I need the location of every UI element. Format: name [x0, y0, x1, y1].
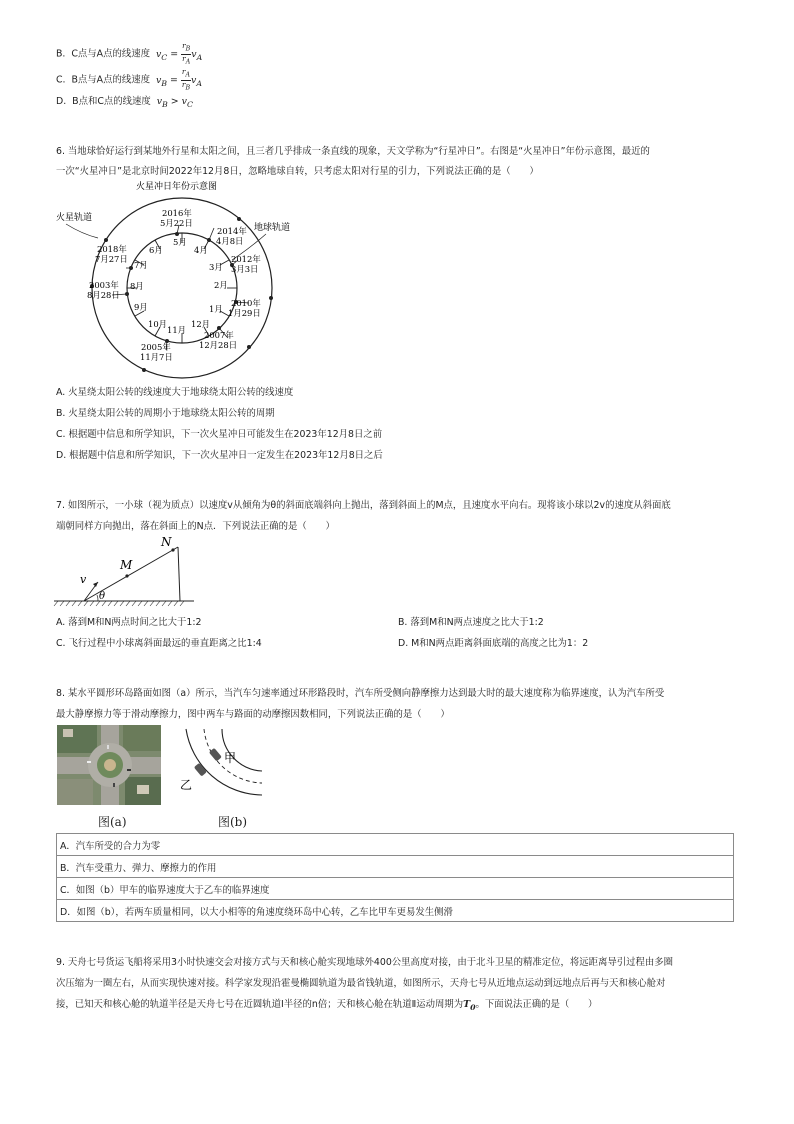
q8-option-c[interactable]: C．如图（b）甲车的临界速度大于乙车的临界速度	[57, 878, 734, 900]
q8-option-a[interactable]: A．汽车所受的合力为零	[57, 834, 734, 856]
svg-text:12月28日: 12月28日	[199, 340, 238, 350]
q8-option-d[interactable]: D．如图（b），若两车质量相同，以大小相等的角速度绕环岛中心转，乙车比甲车更易发生侧滑	[57, 900, 734, 922]
q8-option-b[interactable]: B．汽车受重力、弹力、摩擦力的作用	[57, 856, 734, 878]
roundabout-photo	[57, 725, 161, 805]
q7-option-b[interactable]: B. 落到M和N两点速度之比大于1:2	[398, 617, 544, 628]
svg-text:11月7日: 11月7日	[140, 352, 173, 362]
q7-stem-line1: 7. 如图所示，一小球（视为质点）以速度v从倾角为θ的斜面底端斜向上抛出，落到斜面上的M点，且速度水平向右。现将该小球以2v的速度从斜面底	[56, 500, 671, 511]
svg-text:M: M	[120, 558, 133, 572]
roundabout-diagram	[178, 725, 266, 801]
svg-text:2016年: 2016年	[162, 208, 192, 218]
incline-diagram	[54, 533, 194, 607]
svg-text:8月: 8月	[130, 281, 144, 291]
q5-option-c[interactable]: C. B点与A点的线速度 $v_B$ = $\frac{r_A}{r_B}$ $v_A$	[56, 67, 202, 91]
svg-text:1月29日: 1月29日	[228, 308, 261, 318]
svg-text:2012年: 2012年	[231, 254, 261, 264]
q6-option-b[interactable]: B. 火星绕太阳公转的周期小于地球绕太阳公转的周期	[56, 408, 275, 419]
svg-text:11月: 11月	[167, 325, 187, 335]
svg-text:2014年: 2014年	[217, 226, 247, 236]
svg-text:3月3日: 3月3日	[231, 264, 259, 274]
svg-text:2007年: 2007年	[204, 330, 234, 340]
svg-text:1月: 1月	[209, 304, 223, 314]
fig-b-caption: 图(b)	[218, 815, 248, 829]
point-m	[125, 574, 128, 577]
q6-stem-line2: 一次“火星冲日”是北京时间2022年12月8日，忽略地球自转，只考虑太阳对行星的引力，下列说法正确的是（ ）	[56, 166, 539, 177]
svg-text:8月28日: 8月28日	[87, 290, 120, 300]
svg-text:2005年: 2005年	[141, 342, 171, 352]
q5-c-formula: $v_B$ = $\frac{r_A}{r_B}$ $v_A$	[155, 67, 202, 91]
event-labels	[87, 208, 261, 362]
svg-text:12月: 12月	[191, 319, 211, 329]
mars-opposition-diagram	[54, 178, 291, 380]
point-n	[171, 548, 174, 551]
svg-text:5月22日: 5月22日	[160, 218, 193, 228]
diagram-title: 火星冲日年份示意图	[136, 182, 218, 192]
svg-text:2018年: 2018年	[97, 244, 127, 254]
t0-symbol: $T_0$	[463, 999, 476, 1012]
q8-stem-line2: 最大静摩擦力等于滑动摩擦力，图中两车与路面的动摩擦因数相同，下列说法正确的是（ ）	[56, 709, 450, 720]
svg-text:7月: 7月	[134, 260, 148, 270]
q5-d-formula: $v_B > v_C$	[156, 96, 193, 109]
q5-option-b[interactable]: B. C点与A点的线速度 $v_C$ = $\frac{r_B}{r_A}$ $v_A$	[56, 41, 203, 65]
svg-text:2003年: 2003年	[89, 280, 119, 290]
svg-text:9月: 9月	[134, 302, 148, 312]
q5-b-formula: $v_C$ = $\frac{r_B}{r_A}$ $v_A$	[155, 41, 203, 65]
earth-orbit-label: 地球轨道	[254, 223, 291, 233]
q8-options-table	[56, 833, 734, 922]
q7-stem-line2: 端朝同样方向抛出，落在斜面上的N点．下列说法正确的是（ ）	[56, 521, 335, 532]
q5-option-d[interactable]: D. B点和C点的线速度 $v_B > v_C$	[56, 96, 193, 109]
svg-text:甲: 甲	[224, 751, 237, 765]
q9-stem-line3: 接，已知天和核心舱的轨道半径是天舟七号在近圆轨道Ⅰ半径的n倍；天和核心舱在轨道Ⅱ运动周期为$T_0$。下面说法正确的是（ ）	[56, 999, 598, 1012]
mars-orbit-label: 火星轨道	[56, 213, 93, 223]
svg-text:2010年: 2010年	[231, 298, 261, 308]
svg-text:4月: 4月	[194, 245, 208, 255]
svg-text:N: N	[161, 535, 172, 549]
car-jia	[209, 748, 222, 762]
q7-option-c[interactable]: C. 飞行过程中小球离斜面最远的垂直距离之比1:4	[56, 638, 262, 649]
q6-option-a[interactable]: A. 火星绕太阳公转的线速度大于地球绕太阳公转的线速度	[56, 387, 294, 398]
q8-stem-line1: 8. 某水平圆形环岛路面如图（a）所示，当汽车匀速率通过环形路段时，汽车所受侧向静摩擦力达到最大时的最大速度称为临界速度，认为汽车所受	[56, 688, 665, 699]
month-labels	[130, 237, 228, 335]
q9-stem-line1: 9. 天舟七号货运飞船将采用3小时快速交会对接方式与天和核心舱实现地球外400公里高度对接，由于北斗卫星的精准定位，将远距离导引过程由多圈	[56, 957, 674, 968]
svg-text:3月: 3月	[209, 262, 223, 272]
svg-text:5月: 5月	[173, 237, 187, 247]
q6-option-c[interactable]: C. 根据题中信息和所学知识，下一次火星冲日可能发生在2023年12月8日之前	[56, 429, 383, 440]
q6-stem-line1: 6. 当地球恰好运行到某地外行星和太阳之间，且三者几乎排成一条直线的现象，天文学称为“行星冲日”。右图是“火星冲日”年份示意图，最近的	[56, 146, 650, 157]
q7-option-a[interactable]: A. 落到M和N两点时间之比大于1:2	[56, 617, 202, 628]
q9-stem-line2: 次压缩为一圈左右，从而实现快速对接。科学家发现沿霍曼椭圆轨道为最省钱轨道，如图所示，天舟七号从近地点运动到远地点后再与天和核心舱对	[56, 978, 666, 989]
q7-option-d[interactable]: D. M和N两点距离斜面底端的高度之比为1：2	[398, 638, 589, 649]
svg-text:4月8日: 4月8日	[216, 236, 244, 246]
vertical-wall	[178, 547, 180, 601]
svg-text:7月27日: 7月27日	[95, 254, 128, 264]
svg-text:2月: 2月	[214, 280, 228, 290]
fig-a-caption: 图(a)	[98, 815, 127, 829]
q6-option-d[interactable]: D. 根据题中信息和所学知识，下一次火星冲日一定发生在2023年12月8日之后	[56, 450, 383, 461]
svg-text:v: v	[80, 573, 87, 586]
svg-text:θ: θ	[99, 591, 106, 602]
svg-text:乙: 乙	[180, 778, 193, 792]
svg-text:6月: 6月	[149, 245, 163, 255]
svg-text:10月: 10月	[148, 319, 168, 329]
